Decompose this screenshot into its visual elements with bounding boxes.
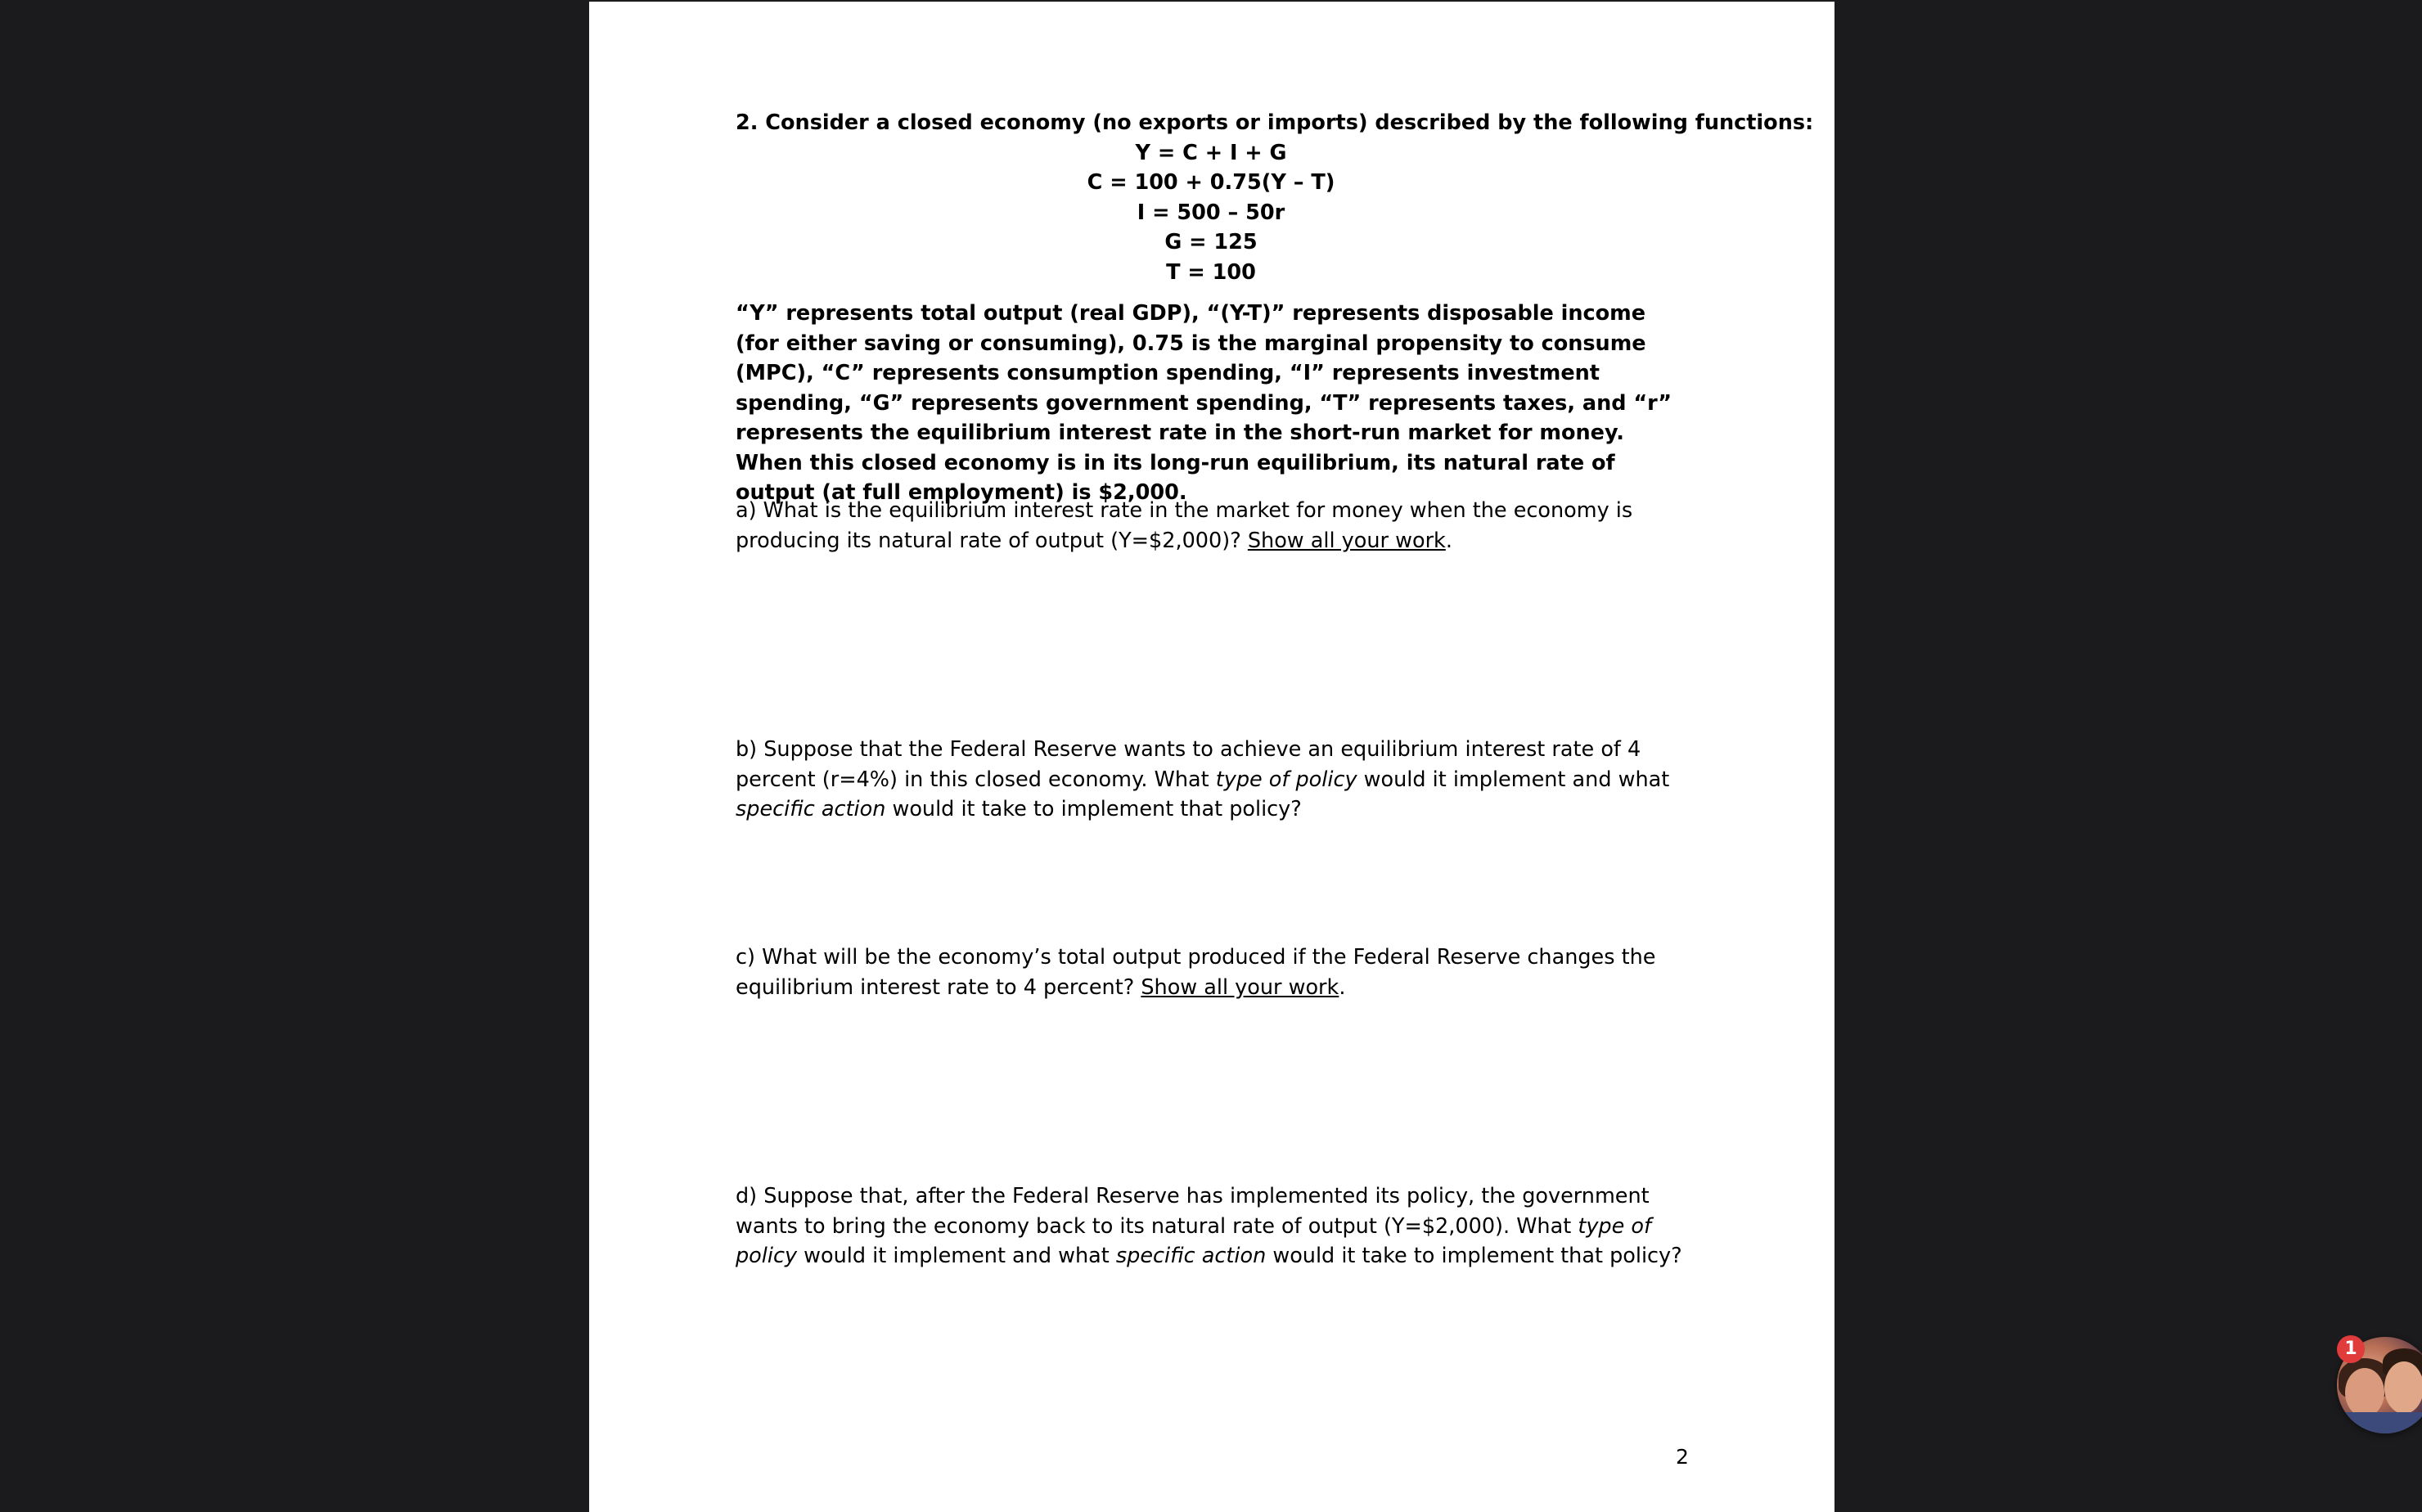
document-page — [589, 2, 1835, 1512]
equations-block — [736, 138, 1686, 288]
part-d-italic-1: type of policy — [736, 1213, 1651, 1268]
part-b-text-2: would it implement and what — [1357, 767, 1670, 792]
question-part-b — [736, 735, 1686, 825]
part-b-italic-1: type of policy — [1215, 767, 1357, 792]
avatar-shirt — [2337, 1412, 2422, 1433]
part-b-text-3: would it take to implement that policy? — [885, 797, 1302, 821]
equation-investment: I = 500 – 50r — [1137, 200, 1285, 225]
question-part-d — [736, 1181, 1686, 1271]
part-d-text-3: would it take to implement that policy? — [1266, 1244, 1682, 1268]
part-c-show-work: Show all your work — [1141, 974, 1339, 1000]
part-d-text-2: would it implement and what — [797, 1244, 1116, 1268]
part-b-italic-2: specific action — [736, 797, 886, 821]
page-content — [736, 108, 1814, 1268]
part-a-end: . — [1445, 528, 1452, 553]
avatar-face-right — [2384, 1361, 2422, 1414]
part-a-show-work: Show all your work — [1247, 528, 1446, 553]
variable-description: “Y” represents total output (real GDP), “(Y-T)” represents disposable income (for either saving or consuming), 0.75 is the marginal propensity to consume (MPC), “C” represents consumption spending, “I” represents investment spending, “G” represents government spending, “T” represents taxes, and “r” represents the equilibrium interest rate in the short-run market for money. When this closed economy is in its long-run equilibrium, its natural rate of output (at full employment) is $2,000. — [736, 301, 1672, 505]
page-number: 2 — [1676, 1445, 1689, 1469]
question-title: 2. Consider a closed economy (no exports or imports) described by the following functions: — [736, 110, 1814, 135]
question-part-c — [736, 943, 1686, 1002]
part-b-text-1: b) Suppose that the Federal Reserve wants to achieve an equilibrium interest rate of 4 percent (r=4%) in this closed economy. What — [736, 737, 1641, 792]
part-c-end: . — [1339, 974, 1346, 1000]
equation-gdp: Y = C + I + G — [1135, 140, 1287, 165]
part-d-text-1: d) Suppose that, after the Federal Reserve has implemented its policy, the government wants to bring the economy back to its natural rate of output (Y=$2,000). What — [736, 1184, 1650, 1239]
equation-taxes: T = 100 — [1166, 259, 1256, 285]
avatar-face-left — [2345, 1368, 2384, 1417]
part-c-text: c) What will be the economy’s total output produced if the Federal Reserve changes the equilibrium interest rate to 4 percent? — [736, 945, 1656, 1000]
part-d-italic-2: specific action — [1115, 1244, 1267, 1268]
question-part-a — [736, 496, 1686, 556]
equation-consumption: C = 100 + 0.75(Y – T) — [1087, 170, 1335, 195]
equation-government: G = 125 — [1164, 230, 1258, 254]
notification-badge[interactable]: 1 — [2337, 1335, 2365, 1363]
part-a-text: a) What is the equilibrium interest rate in the market for money when the economy is producing its natural rate of output (Y=$2,000)? — [736, 498, 1633, 553]
